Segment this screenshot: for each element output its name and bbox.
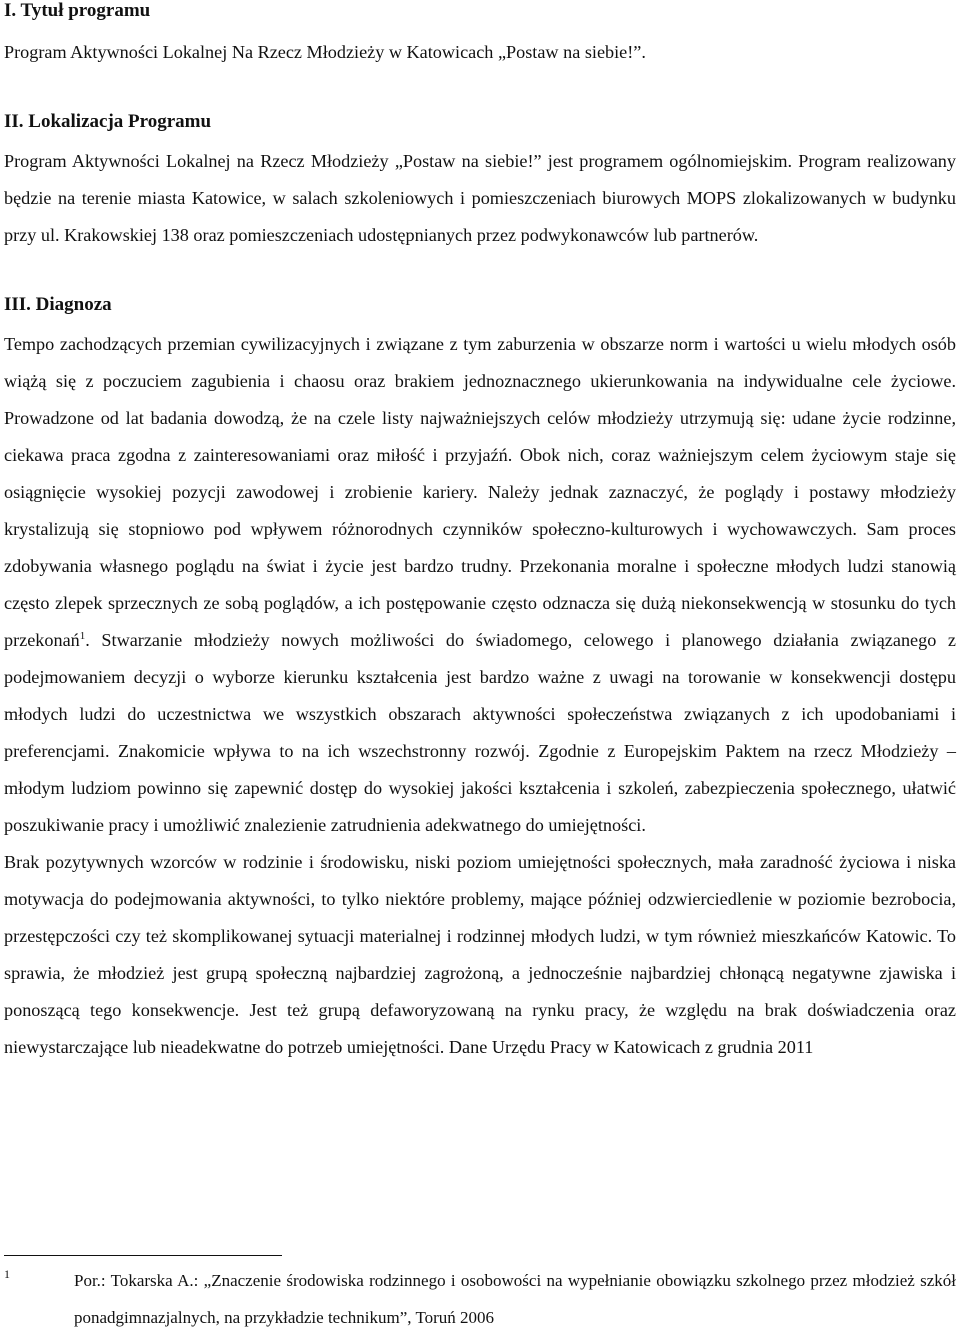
footnote-separator — [4, 1255, 282, 1256]
location-paragraph: Program Aktywności Lokalnej na Rzecz Młodzieży „Postaw na siebie!” jest programem ogólnomiejskim. Program realizowany będzie na terenie miasta Katowice, w salach szkoleniowych i pomieszczeniach biurowych MOPS zlokalizowanych w budynku przy ul. Krakowskiej 138 oraz pomieszczeniach udostępnianych przez podwykonawców lub partnerów. — [4, 151, 956, 245]
footnote-reference[interactable]: 1 — [79, 629, 86, 642]
diagnosis-text-1: Tempo zachodzących przemian cywilizacyjnych i związane z tym zaburzenia w obszarze norm i wartości u wielu młodych osób wiążą się z poczuciem zagubienia i chaosu oraz brakiem jednoznacznego ukierunkowania na indywidualne cele życiowe. Prowadzone od lat badania dowodzą, że na czele listy najważniejszych celów młodzieży utrzymują się: udane życie rodzinne, ciekawa praca zgodna z zainteresowaniami oraz miłość i przyjaźń. Obok nich, coraz ważniejszym celem życiowym staje się osiągnięcie wysokiej pozycji zawodowej i zrobienie kariery. Należy jednak zaznaczyć, że poglądy i postawy młodzieży krystalizują się stopniowo pod wpływem różnorodnych czynników społeczno-kulturowych i wychowawczych. Sam proces zdobywania własnego poglądu na świat i życie jest bardzo trudny. Przekonania moralne i społeczne młodych ludzi stanowią często zlepek sprzecznych ze sobą poglądów, a ich postępowanie często odznacza się dużą niekonsekwencją w stosunku do tych przekonań — [4, 334, 956, 650]
program-title-paragraph: Program Aktywności Lokalnej Na Rzecz Młodzieży w Katowicach „Postaw na siebie!”. — [4, 42, 646, 62]
section-heading-location: II. Lokalizacja Programu — [4, 111, 212, 132]
footnote-number: 1 — [4, 1267, 10, 1281]
document-page — [4, 0, 956, 1066]
diagnosis-paragraph-2: Brak pozytywnych wzorców w rodzinie i środowisku, niski poziom umiejętności społecznych, mała zaradność życiowa i niska motywacja do podejmowania aktywności, to tylko niektóre problemy, mające później odzwierciedlenie w poziomie bezrobocia, przestępczości czy też skomplikowanej sytuacji materialnej i rodzinnej młodych ludzi, w tym również mieszkańców Katowic. To sprawia, że młodzież jest grupą społeczną najbardziej zagrożoną, a jednocześnie najbardziej chłonącą negatywne zjawiska i ponoszącą tego konsekwencje. Jest też grupą defaworyzowaną na rynku pracy, że względu na brak doświadczenia oraz niewystarczające lub nieadekwatne do potrzeb umiejętności. Dane Urzędu Pracy w Katowicach z grudnia 2011 — [4, 852, 956, 1057]
footnote-text: Por.: Tokarska A.: „Znaczenie środowiska rodzinnego i osobowości na wypełnianie obowiązku szkolnego przez młodzież szkół ponadgimnazjalnych, na przykładzie technikum”, Toruń 2006 — [74, 1271, 956, 1327]
diagnosis-text-2: Stwarzanie młodzieży nowych możliwości do świadomego, celowego i planowego działania związanego z podejmowaniem decyzji o wyborze kierunku kształcenia jest bardzo ważne z uwagi na torowanie w konsekwencji dostępu młodych ludzi do uczestnictwa we wszystkich obszarach aktywności społeczeństwa związanych z ich upodobaniami i preferencjami. Znakomicie wpływa to na ich wszechstronny rozwój. Zgodnie z Europejskim Paktem na rzecz Młodzieży – młodym ludziom powinno się zapewnić dostęp do wysokiej jakości kształcenia i szkoleń, zabezpieczenia społecznego, ułatwić poszukiwanie pracy i umożliwić znalezienie zatrudnienia adekwatnego do umiejętności. — [4, 630, 956, 835]
section-heading-diagnosis: III. Diagnoza — [4, 294, 112, 315]
diagnosis-paragraph-1: Tempo zachodzących przemian cywilizacyjnych i związane z tym zaburzenia w obszarze norm i wartości u wielu młodych osób wiążą się z poczuciem zagubienia i chaosu oraz brakiem jednoznacznego ukierunkowania na indywidualne cele życiowe. Prowadzone od lat badania dowodzą, że na czele listy najważniejszych celów młodzieży utrzymują się: udane życie rodzinne, ciekawa praca zgodna z zainteresowaniami oraz miłość i przyjaźń. Obok nich, coraz ważniejszym celem życiowym staje się osiągnięcie wysokiej pozycji zawodowej i zrobienie kariery. Należy jednak zaznaczyć, że poglądy i postawy młodzieży krystalizują się stopniowo pod wpływem różnorodnych czynników społeczno-kulturowych i wychowawczych. Sam proces zdobywania własnego poglądu na świat i życie jest bardzo trudny. Przekonania moralne i społeczne młodych ludzi stanowią często zlepek sprzecznych ze sobą poglądów, a ich postępowanie często odznacza się dużą niekonsekwencją w stosunku do tych przekonań$^1$. Stwarzanie młodzieży nowych możliwości do świadomego, celowego i planowego działania związanego z podejmowaniem decyzji o wyborze kierunku kształcenia jest bardzo ważne z uwagi na torowanie w konsekwencji dostępu młodych ludzi do uczestnictwa we wszystkich obszarach aktywności społeczeństwa związanych z ich upodobaniami i preferencjami. Znakomicie wpływa to na ich wszechstronny rozwój. Zgodnie z Europejskim Paktem na rzecz Młodzieży – młodym ludziom powinno się zapewnić dostęp do wysokiej jakości kształcenia i szkoleń, zabezpieczenia społecznego, ułatwić poszukiwanie pracy i umożliwić znalezienie zatrudnienia adekwatnego do umiejętności. — [4, 334, 956, 835]
section-heading-title: I. Tytuł programu — [4, 0, 151, 21]
